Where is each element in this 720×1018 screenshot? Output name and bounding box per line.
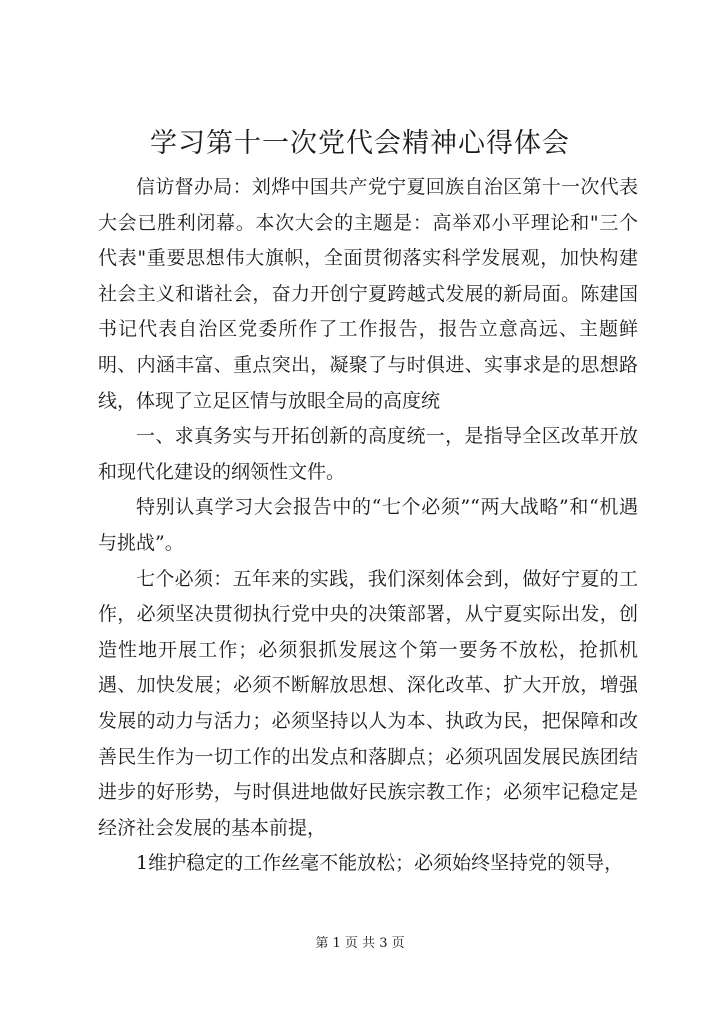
document-body — [98, 170, 638, 882]
paragraph-study-focus: 特别认真学习大会报告中的“七个必须”“两大战略”和“机遇与挑战”。 — [98, 496, 638, 554]
paragraph-stability: 1维护稳定的工作丝毫不能放松；必须始终坚持党的领导， — [136, 852, 624, 875]
paragraph-seven-musts: 七个必须：五年来的实践，我们深刻体会到，做好宁夏的工作，必须坚决贯彻执行党中央的决策部署，从宁夏实际出发，创造性地开展工作；必须狠抓发展这个第一要务不放松，抢抓机遇、加快发展；必须不断解放思想、深化改革、扩大开放，增强发展的动力与活力；必须坚持以人为本、执政为民，把保障和改善民生作为一切工作的出发点和落脚点；必须巩固发展民族团结进步的好形势，与时俱进地做好民族宗教工作；必须牢记稳定是经济社会发展的基本前提， — [98, 567, 638, 839]
page-number-footer: 第 1 页 共 3 页 — [315, 936, 405, 951]
paragraph-section-one: 一、求真务实与开拓创新的高度统一，是指导全区改革开放和现代化建设的纲领性文件。 — [98, 425, 638, 483]
paragraph-intro: 信访督办局：刘烨中国共产党宁夏回族自治区第十一次代表大会已胜利闭幕。本次大会的主题是：高举邓小平理论和"三个代表"重要思想伟大旗帜，全面贯彻落实科学发展观，加快构建社会主义和谐社会，奋力开创宁夏跨越式发展的新局面。陈建国书记代表自治区党委所作了工作报告，报告立意高远、主题鲜明、内涵丰富、重点突出，凝聚了与时俱进、实事求是的思想路线，体现了立足区情与放眼全局的高度统 — [98, 176, 638, 412]
document-title: 学习第十一次党代会精神心得体会 — [150, 128, 570, 159]
